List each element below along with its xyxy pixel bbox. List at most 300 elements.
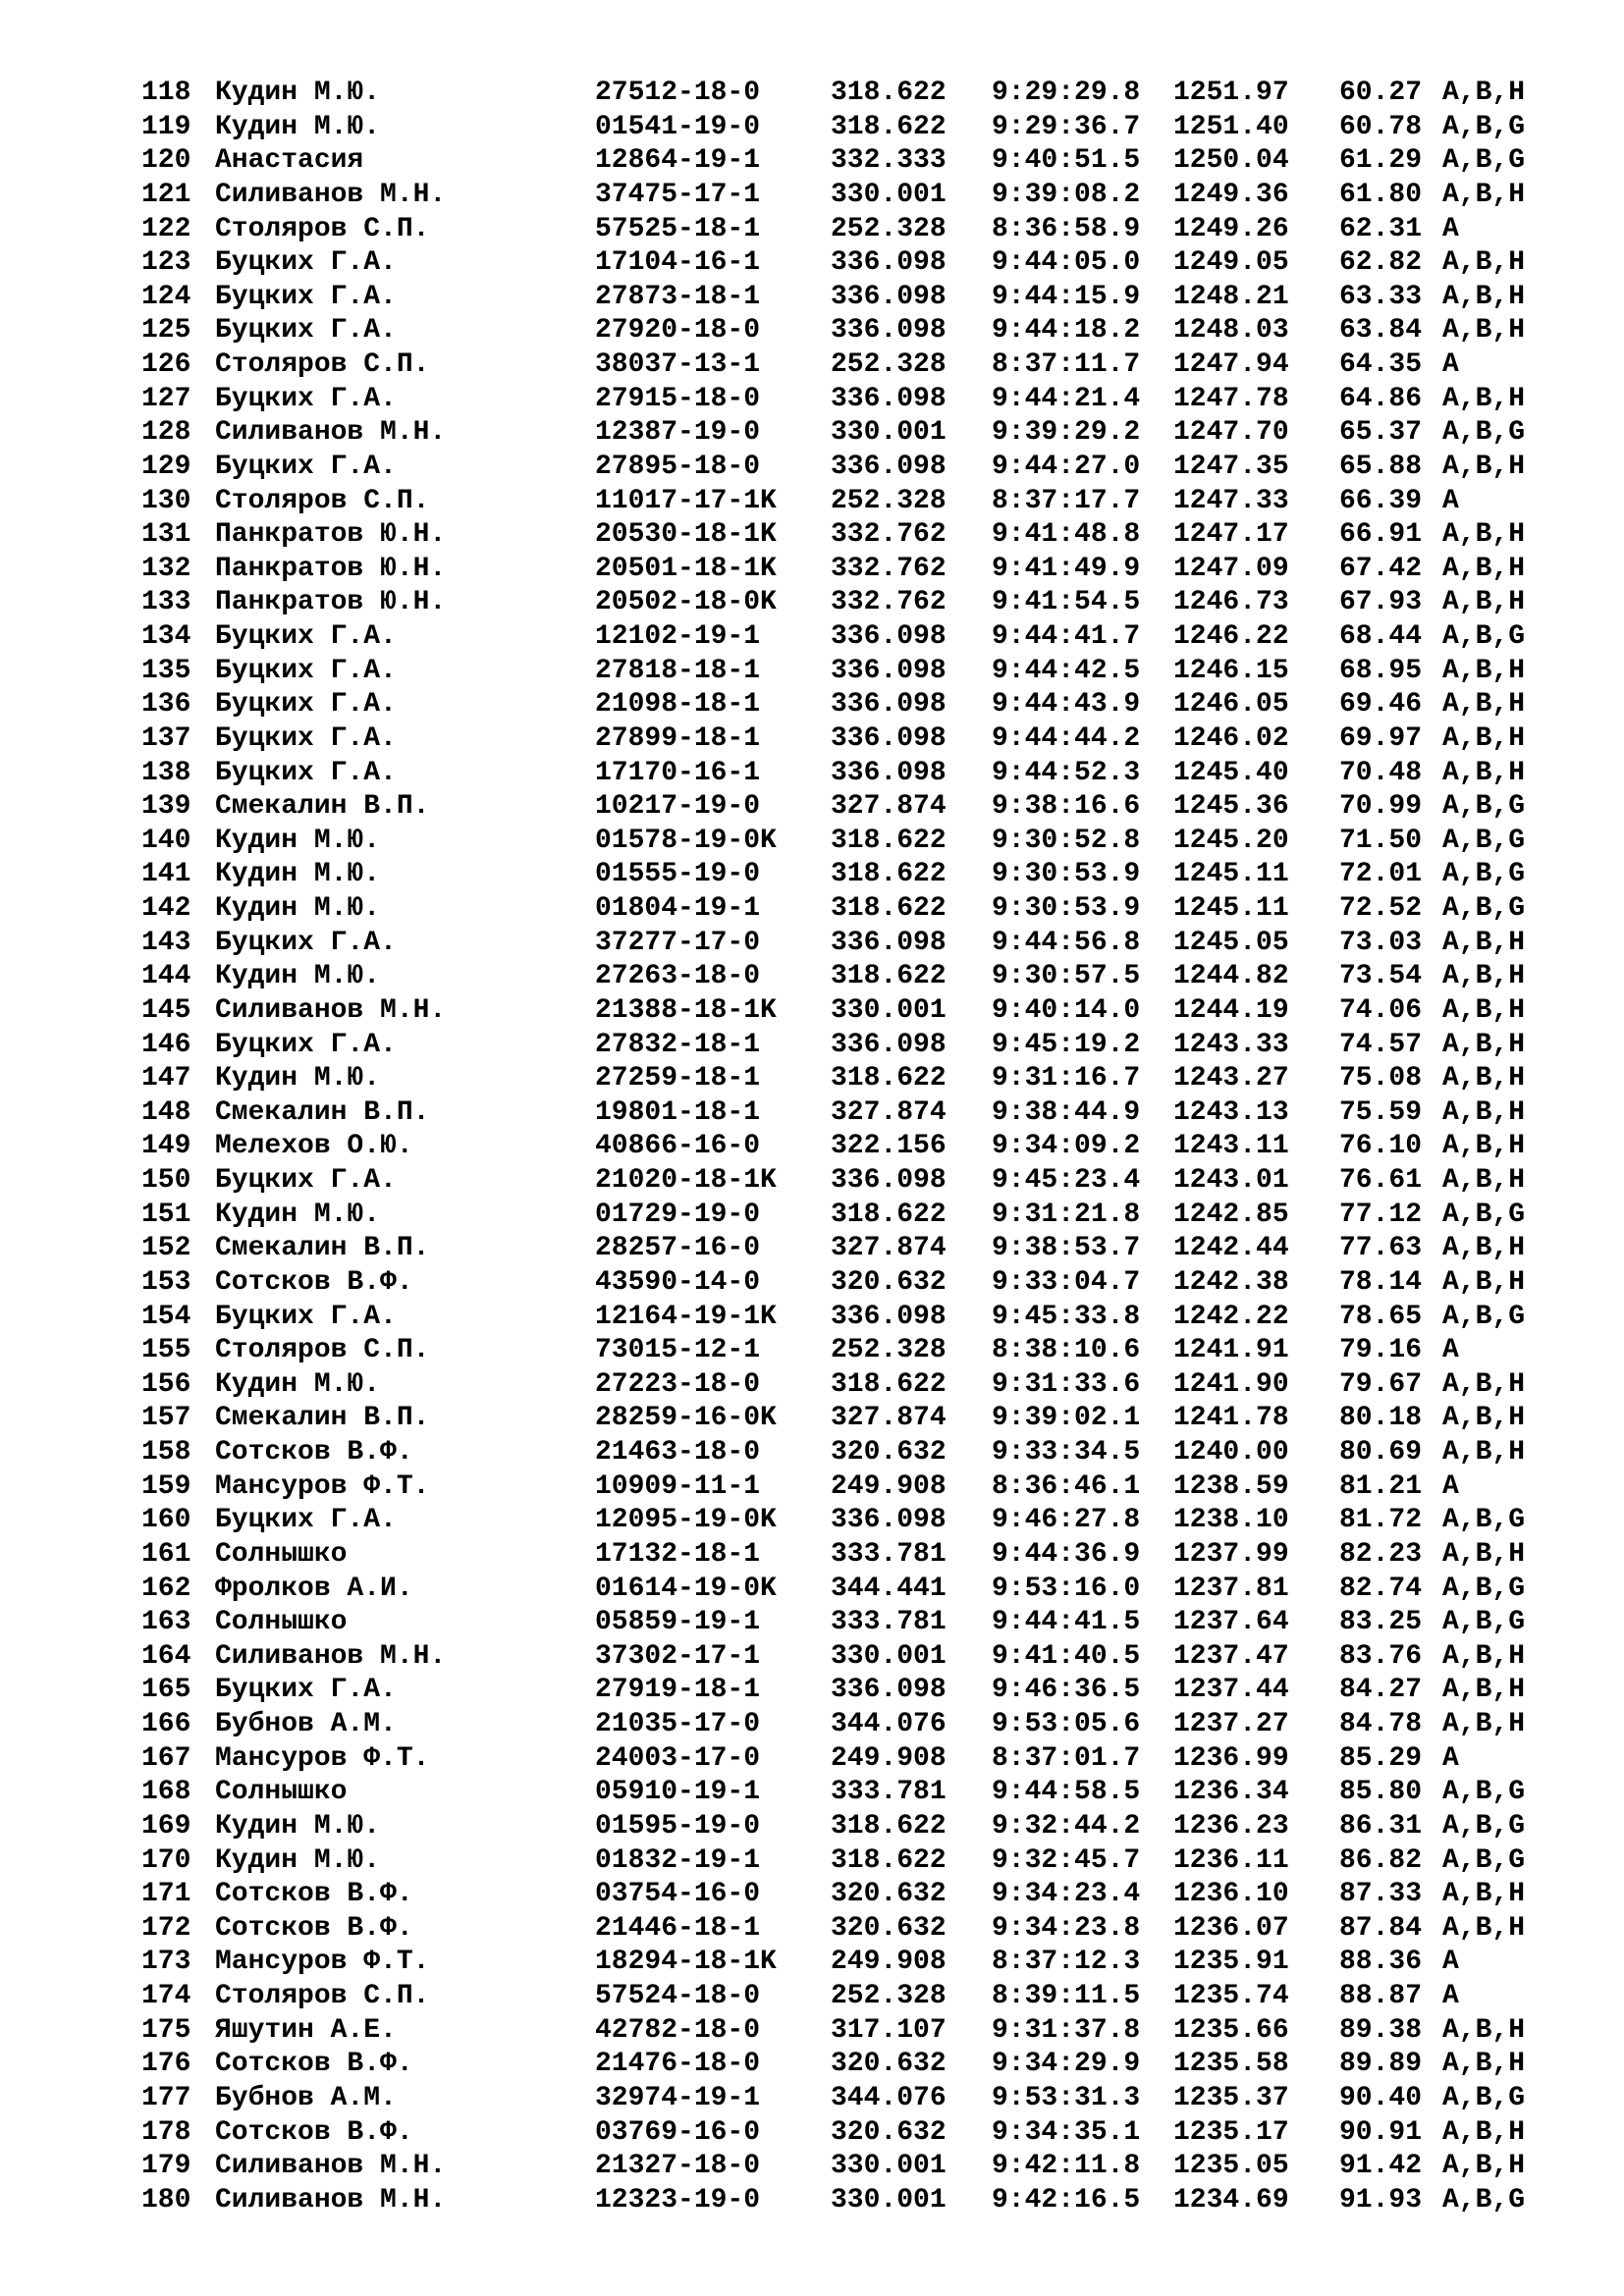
arrival-time-cell: 9:34:29.9 [992, 2049, 1141, 2080]
fancier-name-cell: Кудин М.Ю. [215, 893, 381, 924]
classes-cell: A,B,H [1442, 519, 1526, 551]
coefficient-cell: 70.48 [1339, 757, 1423, 788]
speed-cell: 1241.78 [1173, 1403, 1289, 1434]
arrival-time-cell: 9:41:48.8 [992, 519, 1141, 551]
arrival-time-cell: 9:39:29.2 [992, 417, 1141, 449]
arrival-time-cell: 8:37:12.3 [992, 1947, 1141, 1978]
fancier-name-cell: Силиванов М.Н. [215, 2184, 447, 2216]
place-cell: 161 [141, 1538, 191, 1570]
classes-cell: A [1442, 213, 1459, 244]
distance-cell: 333.781 [831, 1538, 947, 1570]
ring-number-cell: 05910-19-1 [595, 1777, 761, 1808]
table-row [141, 1199, 1555, 1233]
place-cell: 128 [141, 417, 191, 449]
ring-number-cell: 27920-18-0 [595, 315, 761, 347]
classes-cell: A [1442, 1470, 1459, 1502]
fancier-name-cell: Кудин М.Ю. [215, 859, 381, 890]
distance-cell: 336.098 [831, 247, 947, 279]
ring-number-cell: 27873-18-1 [595, 281, 761, 312]
coefficient-cell: 66.91 [1339, 519, 1423, 551]
table-row [141, 451, 1555, 485]
arrival-time-cell: 8:38:10.6 [992, 1335, 1141, 1366]
table-row [141, 179, 1555, 213]
place-cell: 156 [141, 1368, 191, 1400]
fancier-name-cell: Буцких Г.А. [215, 383, 397, 414]
speed-cell: 1237.27 [1173, 1709, 1289, 1739]
speed-cell: 1236.10 [1173, 1879, 1289, 1910]
place-cell: 155 [141, 1335, 191, 1366]
distance-cell: 252.328 [831, 1335, 947, 1366]
speed-cell: 1247.78 [1173, 383, 1289, 414]
speed-cell: 1238.10 [1173, 1505, 1289, 1536]
classes-cell: A,B,G [1442, 1573, 1526, 1604]
fancier-name-cell: Буцких Г.А. [215, 1301, 397, 1332]
distance-cell: 252.328 [831, 485, 947, 516]
speed-cell: 1249.26 [1173, 213, 1289, 244]
coefficient-cell: 73.03 [1339, 927, 1423, 958]
table-row [141, 688, 1555, 722]
ring-number-cell: 37277-17-0 [595, 927, 761, 958]
coefficient-cell: 86.82 [1339, 1844, 1423, 1876]
arrival-time-cell: 9:32:44.2 [992, 1810, 1141, 1842]
coefficient-cell: 69.97 [1339, 722, 1423, 754]
arrival-time-cell: 9:31:16.7 [992, 1063, 1141, 1095]
table-row [141, 553, 1555, 587]
table-row [141, 960, 1555, 994]
classes-cell: A,B,H [1442, 961, 1526, 992]
distance-cell: 249.908 [831, 1742, 947, 1774]
classes-cell: A,B,H [1442, 1165, 1526, 1196]
table-row [141, 1674, 1555, 1708]
classes-cell: A,B,H [1442, 689, 1526, 721]
coefficient-cell: 71.50 [1339, 825, 1423, 856]
place-cell: 174 [141, 1981, 191, 2011]
coefficient-cell: 79.67 [1339, 1368, 1423, 1400]
classes-cell: A,B,H [1442, 451, 1526, 482]
classes-cell: A,B,H [1442, 2049, 1526, 2080]
fancier-name-cell: Силиванов М.Н. [215, 179, 447, 210]
ring-number-cell: 01595-19-0 [595, 1810, 761, 1842]
classes-cell: A,B,G [1442, 2184, 1526, 2216]
coefficient-cell: 88.87 [1339, 1981, 1423, 2011]
distance-cell: 330.001 [831, 994, 947, 1026]
place-cell: 131 [141, 519, 191, 551]
speed-cell: 1246.05 [1173, 689, 1289, 721]
speed-cell: 1251.40 [1173, 111, 1289, 142]
speed-cell: 1250.04 [1173, 145, 1289, 177]
distance-cell: 318.622 [831, 1810, 947, 1842]
distance-cell: 336.098 [831, 757, 947, 788]
classes-cell: A,B,G [1442, 825, 1526, 856]
fancier-name-cell: Буцких Г.А. [215, 757, 397, 788]
arrival-time-cell: 9:44:15.9 [992, 281, 1141, 312]
ring-number-cell: 27899-18-1 [595, 722, 761, 754]
speed-cell: 1241.90 [1173, 1368, 1289, 1400]
fancier-name-cell: Столяров С.П. [215, 1335, 430, 1366]
distance-cell: 344.441 [831, 1573, 947, 1604]
speed-cell: 1238.59 [1173, 1470, 1289, 1502]
ring-number-cell: 57524-18-0 [595, 1981, 761, 2011]
arrival-time-cell: 8:37:11.7 [992, 349, 1141, 380]
ring-number-cell: 03769-16-0 [595, 2116, 761, 2148]
place-cell: 153 [141, 1266, 191, 1298]
fancier-name-cell: Кудин М.Ю. [215, 78, 381, 108]
coefficient-cell: 68.95 [1339, 655, 1423, 686]
fancier-name-cell: Кудин М.Ю. [215, 961, 381, 992]
fancier-name-cell: Буцких Г.А. [215, 1505, 397, 1536]
arrival-time-cell: 9:30:57.5 [992, 961, 1141, 992]
table-row [141, 1096, 1555, 1131]
place-cell: 144 [141, 961, 191, 992]
speed-cell: 1247.17 [1173, 519, 1289, 551]
fancier-name-cell: Смекалин В.П. [215, 1096, 430, 1128]
classes-cell: A,B,G [1442, 621, 1526, 652]
table-row [141, 144, 1555, 179]
classes-cell: A,B,H [1442, 1233, 1526, 1264]
coefficient-cell: 76.10 [1339, 1131, 1423, 1162]
ring-number-cell: 37302-17-1 [595, 1640, 761, 1672]
table-row [141, 655, 1555, 689]
table-row [141, 2014, 1555, 2049]
speed-cell: 1243.01 [1173, 1165, 1289, 1196]
speed-cell: 1246.02 [1173, 722, 1289, 754]
fancier-name-cell: Столяров С.П. [215, 1981, 430, 2011]
ring-number-cell: 27818-18-1 [595, 655, 761, 686]
classes-cell: A,B,H [1442, 1879, 1526, 1910]
coefficient-cell: 80.69 [1339, 1437, 1423, 1468]
place-cell: 135 [141, 655, 191, 686]
speed-cell: 1235.74 [1173, 1981, 1289, 2011]
coefficient-cell: 64.86 [1339, 383, 1423, 414]
coefficient-cell: 74.57 [1339, 1029, 1423, 1060]
ring-number-cell: 01614-19-0K [595, 1573, 777, 1604]
table-row [141, 314, 1555, 348]
place-cell: 160 [141, 1505, 191, 1536]
classes-cell: A,B,H [1442, 1437, 1526, 1468]
fancier-name-cell: Силиванов М.Н. [215, 2151, 447, 2182]
coefficient-cell: 90.91 [1339, 2116, 1423, 2148]
ring-number-cell: 40866-16-0 [595, 1131, 761, 1162]
arrival-time-cell: 9:38:16.6 [992, 791, 1141, 823]
ring-number-cell: 05859-19-1 [595, 1607, 761, 1638]
coefficient-cell: 90.40 [1339, 2082, 1423, 2113]
distance-cell: 318.622 [831, 111, 947, 142]
table-row [141, 213, 1555, 247]
fancier-name-cell: Сотсков В.Ф. [215, 1879, 413, 1910]
distance-cell: 336.098 [831, 383, 947, 414]
speed-cell: 1236.99 [1173, 1742, 1289, 1774]
distance-cell: 330.001 [831, 179, 947, 210]
table-row [141, 790, 1555, 825]
classes-cell: A,B,G [1442, 1199, 1526, 1230]
coefficient-cell: 77.12 [1339, 1199, 1423, 1230]
coefficient-cell: 87.33 [1339, 1879, 1423, 1910]
speed-cell: 1242.85 [1173, 1199, 1289, 1230]
classes-cell: A,B,G [1442, 893, 1526, 924]
table-row [141, 1606, 1555, 1640]
speed-cell: 1247.70 [1173, 417, 1289, 449]
fancier-name-cell: Солнышко [215, 1777, 348, 1808]
fancier-name-cell: Яшутин А.Е. [215, 2014, 397, 2046]
classes-cell: A,B,H [1442, 587, 1526, 618]
speed-cell: 1235.17 [1173, 2116, 1289, 2148]
fancier-name-cell: Смекалин В.П. [215, 1233, 430, 1264]
speed-cell: 1237.64 [1173, 1607, 1289, 1638]
coefficient-cell: 68.44 [1339, 621, 1423, 652]
table-row [141, 416, 1555, 451]
arrival-time-cell: 9:45:23.4 [992, 1165, 1141, 1196]
coefficient-cell: 72.01 [1339, 859, 1423, 890]
table-row [141, 1640, 1555, 1675]
speed-cell: 1243.13 [1173, 1096, 1289, 1128]
coefficient-cell: 83.25 [1339, 1607, 1423, 1638]
distance-cell: 318.622 [831, 961, 947, 992]
ring-number-cell: 10217-19-0 [595, 791, 761, 823]
distance-cell: 336.098 [831, 1301, 947, 1332]
classes-cell: A [1442, 1335, 1459, 1366]
distance-cell: 330.001 [831, 1640, 947, 1672]
speed-cell: 1235.05 [1173, 2151, 1289, 2182]
ring-number-cell: 11017-17-1K [595, 485, 777, 516]
coefficient-cell: 61.80 [1339, 179, 1423, 210]
fancier-name-cell: Буцких Г.А. [215, 621, 397, 652]
table-row [141, 825, 1555, 859]
place-cell: 173 [141, 1947, 191, 1978]
arrival-time-cell: 9:29:36.7 [992, 111, 1141, 142]
classes-cell: A,B,H [1442, 78, 1526, 108]
coefficient-cell: 67.93 [1339, 587, 1423, 618]
coefficient-cell: 60.27 [1339, 78, 1423, 108]
distance-cell: 344.076 [831, 2082, 947, 2113]
ring-number-cell: 01804-19-1 [595, 893, 761, 924]
fancier-name-cell: Сотсков В.Ф. [215, 1912, 413, 1944]
table-row [141, 1573, 1555, 1607]
ring-number-cell: 73015-12-1 [595, 1335, 761, 1366]
fancier-name-cell: Кудин М.Ю. [215, 1844, 381, 1876]
fancier-name-cell: Анастасия [215, 145, 364, 177]
arrival-time-cell: 9:39:02.1 [992, 1403, 1141, 1434]
arrival-time-cell: 9:53:05.6 [992, 1709, 1141, 1739]
fancier-name-cell: Панкратов Ю.Н. [215, 587, 447, 618]
fancier-name-cell: Мелехов О.Ю. [215, 1131, 413, 1162]
distance-cell: 332.762 [831, 587, 947, 618]
ring-number-cell: 03754-16-0 [595, 1879, 761, 1910]
distance-cell: 332.762 [831, 553, 947, 584]
coefficient-cell: 80.18 [1339, 1403, 1423, 1434]
speed-cell: 1235.66 [1173, 2014, 1289, 2046]
coefficient-cell: 64.35 [1339, 349, 1423, 380]
classes-cell: A [1442, 1981, 1459, 2011]
ring-number-cell: 28259-16-0K [595, 1403, 777, 1434]
arrival-time-cell: 9:32:45.7 [992, 1844, 1141, 1876]
coefficient-cell: 91.93 [1339, 2184, 1423, 2216]
arrival-time-cell: 9:44:44.2 [992, 722, 1141, 754]
place-cell: 146 [141, 1029, 191, 1060]
fancier-name-cell: Смекалин В.П. [215, 791, 430, 823]
fancier-name-cell: Мансуров Ф.Т. [215, 1947, 430, 1978]
classes-cell: A,B,G [1442, 417, 1526, 449]
fancier-name-cell: Кудин М.Ю. [215, 1368, 381, 1400]
speed-cell: 1244.19 [1173, 994, 1289, 1026]
coefficient-cell: 63.33 [1339, 281, 1423, 312]
classes-cell: A,B,H [1442, 383, 1526, 414]
coefficient-cell: 60.78 [1339, 111, 1423, 142]
distance-cell: 327.874 [831, 1233, 947, 1264]
place-cell: 170 [141, 1844, 191, 1876]
distance-cell: 336.098 [831, 451, 947, 482]
table-row [141, 77, 1555, 111]
results-table [141, 77, 1555, 2217]
arrival-time-cell: 9:30:53.9 [992, 893, 1141, 924]
place-cell: 138 [141, 757, 191, 788]
table-row [141, 927, 1555, 961]
place-cell: 166 [141, 1709, 191, 1739]
fancier-name-cell: Силиванов М.Н. [215, 417, 447, 449]
classes-cell: A,B,G [1442, 791, 1526, 823]
ring-number-cell: 57525-18-1 [595, 213, 761, 244]
table-row [141, 1266, 1555, 1301]
arrival-time-cell: 9:33:04.7 [992, 1266, 1141, 1298]
distance-cell: 320.632 [831, 1437, 947, 1468]
arrival-time-cell: 9:41:40.5 [992, 1640, 1141, 1672]
distance-cell: 344.076 [831, 1709, 947, 1739]
ring-number-cell: 12102-19-1 [595, 621, 761, 652]
place-cell: 132 [141, 553, 191, 584]
ring-number-cell: 21446-18-1 [595, 1912, 761, 1944]
classes-cell: A,B,H [1442, 757, 1526, 788]
speed-cell: 1247.09 [1173, 553, 1289, 584]
fancier-name-cell: Сотсков В.Ф. [215, 1266, 413, 1298]
place-cell: 158 [141, 1437, 191, 1468]
speed-cell: 1245.40 [1173, 757, 1289, 788]
classes-cell: A,B,H [1442, 1640, 1526, 1672]
speed-cell: 1243.27 [1173, 1063, 1289, 1095]
speed-cell: 1236.11 [1173, 1844, 1289, 1876]
table-row [141, 2150, 1555, 2184]
ring-number-cell: 01555-19-0 [595, 859, 761, 890]
speed-cell: 1242.22 [1173, 1301, 1289, 1332]
coefficient-cell: 75.59 [1339, 1096, 1423, 1128]
classes-cell: A,B,G [1442, 111, 1526, 142]
classes-cell: A,B,H [1442, 655, 1526, 686]
fancier-name-cell: Смекалин В.П. [215, 1403, 430, 1434]
distance-cell: 320.632 [831, 1912, 947, 1944]
classes-cell: A,B,H [1442, 179, 1526, 210]
arrival-time-cell: 9:42:11.8 [992, 2151, 1141, 2182]
table-row [141, 1436, 1555, 1470]
speed-cell: 1249.36 [1173, 179, 1289, 210]
fancier-name-cell: Столяров С.П. [215, 349, 430, 380]
place-cell: 125 [141, 315, 191, 347]
coefficient-cell: 89.38 [1339, 2014, 1423, 2046]
table-row [141, 281, 1555, 315]
table-row [141, 858, 1555, 892]
table-row [141, 2082, 1555, 2116]
table-row [141, 1708, 1555, 1742]
speed-cell: 1235.91 [1173, 1947, 1289, 1978]
place-cell: 180 [141, 2184, 191, 2216]
place-cell: 147 [141, 1063, 191, 1095]
place-cell: 179 [141, 2151, 191, 2182]
place-cell: 127 [141, 383, 191, 414]
ring-number-cell: 27223-18-0 [595, 1368, 761, 1400]
speed-cell: 1241.91 [1173, 1335, 1289, 1366]
distance-cell: 318.622 [831, 1844, 947, 1876]
distance-cell: 336.098 [831, 1165, 947, 1196]
place-cell: 121 [141, 179, 191, 210]
classes-cell: A,B,H [1442, 1912, 1526, 1944]
distance-cell: 322.156 [831, 1131, 947, 1162]
speed-cell: 1246.22 [1173, 621, 1289, 652]
fancier-name-cell: Столяров С.П. [215, 485, 430, 516]
speed-cell: 1237.81 [1173, 1573, 1289, 1604]
distance-cell: 318.622 [831, 825, 947, 856]
arrival-time-cell: 9:46:27.8 [992, 1505, 1141, 1536]
fancier-name-cell: Кудин М.Ю. [215, 1810, 381, 1842]
place-cell: 123 [141, 247, 191, 279]
arrival-time-cell: 8:36:58.9 [992, 213, 1141, 244]
classes-cell: A,B,H [1442, 1709, 1526, 1739]
classes-cell: A [1442, 1742, 1459, 1774]
arrival-time-cell: 9:44:42.5 [992, 655, 1141, 686]
classes-cell: A,B,G [1442, 1301, 1526, 1332]
place-cell: 148 [141, 1096, 191, 1128]
arrival-time-cell: 9:44:36.9 [992, 1538, 1141, 1570]
coefficient-cell: 84.78 [1339, 1709, 1423, 1739]
distance-cell: 252.328 [831, 1981, 947, 2011]
place-cell: 126 [141, 349, 191, 380]
classes-cell: A,B,H [1442, 994, 1526, 1026]
coefficient-cell: 82.23 [1339, 1538, 1423, 1570]
distance-cell: 318.622 [831, 1199, 947, 1230]
table-row [141, 757, 1555, 791]
ring-number-cell: 42782-18-0 [595, 2014, 761, 2046]
fancier-name-cell: Буцких Г.А. [215, 927, 397, 958]
ring-number-cell: 21463-18-0 [595, 1437, 761, 1468]
distance-cell: 320.632 [831, 2116, 947, 2148]
fancier-name-cell: Кудин М.Ю. [215, 1199, 381, 1230]
speed-cell: 1247.35 [1173, 451, 1289, 482]
distance-cell: 318.622 [831, 893, 947, 924]
classes-cell: A,B,H [1442, 1675, 1526, 1706]
place-cell: 165 [141, 1675, 191, 1706]
fancier-name-cell: Кудин М.Ю. [215, 111, 381, 142]
arrival-time-cell: 9:31:37.8 [992, 2014, 1141, 2046]
coefficient-cell: 84.27 [1339, 1675, 1423, 1706]
arrival-time-cell: 9:38:53.7 [992, 1233, 1141, 1264]
arrival-time-cell: 9:34:09.2 [992, 1131, 1141, 1162]
arrival-time-cell: 9:44:58.5 [992, 1777, 1141, 1808]
coefficient-cell: 79.16 [1339, 1335, 1423, 1366]
table-row [141, 1402, 1555, 1436]
place-cell: 164 [141, 1640, 191, 1672]
classes-cell: A,B,G [1442, 1844, 1526, 1876]
fancier-name-cell: Панкратов Ю.Н. [215, 519, 447, 551]
ring-number-cell: 24003-17-0 [595, 1742, 761, 1774]
coefficient-cell: 65.88 [1339, 451, 1423, 482]
place-cell: 175 [141, 2014, 191, 2046]
distance-cell: 336.098 [831, 315, 947, 347]
fancier-name-cell: Кудин М.Ю. [215, 825, 381, 856]
ring-number-cell: 21327-18-0 [595, 2151, 761, 2182]
distance-cell: 327.874 [831, 1403, 947, 1434]
place-cell: 152 [141, 1233, 191, 1264]
distance-cell: 336.098 [831, 281, 947, 312]
arrival-time-cell: 9:41:54.5 [992, 587, 1141, 618]
arrival-time-cell: 9:41:49.9 [992, 553, 1141, 584]
arrival-time-cell: 9:31:33.6 [992, 1368, 1141, 1400]
ring-number-cell: 43590-14-0 [595, 1266, 761, 1298]
